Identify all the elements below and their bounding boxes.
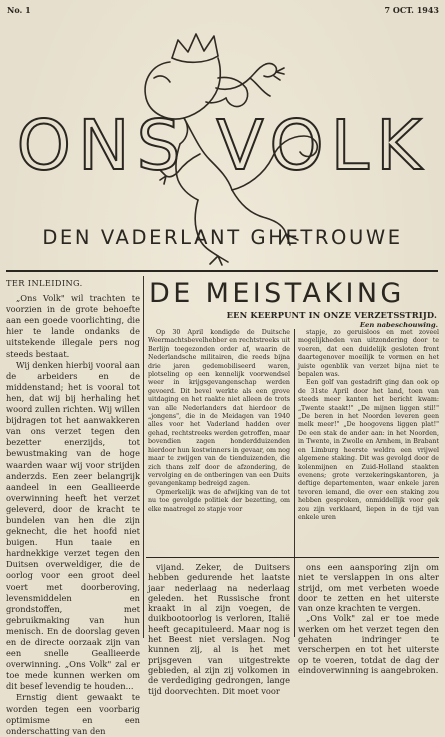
- intro-paragraph: „Ons Volk" wil trachten te voorzien in de grote behoefte aan een goede voorlichting, die hier te lande ondanks de uitstekende illegale pers nog steeds bestaat.: [6, 293, 140, 359]
- article-paragraph: stapje, zo geruisloos en met zoveel mogelijkheden van uitzondering door te voeren, dat een duidelijk gesloten front daartegenover moeilijk te vormen en het juiste ogenblik van verzet bijna niet te bepalen was.: [298, 329, 439, 379]
- issue-date: 7 OCT. 1943: [384, 5, 439, 15]
- column-divider-left: [143, 276, 144, 638]
- continuation-column-a: [148, 562, 290, 696]
- article-subhead: EEN KEERPUNT IN ONZE VERZETSSTRIJD.: [226, 310, 437, 320]
- article-paragraph: Een golf van gestadrift ging dan ook op de 31ste April door het land, toen van steeds meer kanten het bericht kwam: „Twente staakt!" „De mijnen liggen stil!" „De beren in het Noorden leveren geen melk meer!" „De hoogovens liggen plat!" De een stak de ander aan: in het Noorden, in Twente, in Zwolle en Arnhem, in Brabant en Limburg heerste weldra een vrijwel algemene staking. Dit was gevolgd door de kolenmijnen en Zuid-Holland staakten evenens; grote verzekeringskantoren, ja deftige departementen, waar enkele jaren tevoren iemand, die over een staking zou hebben gesproken, onmiddellijk voor gek zou zijn verklaard, liepen in de tijd van enkele uren: [298, 379, 439, 521]
- continuation-paragraph: vijand. Zeker, de Duitsers hebben gedurende het laatste jaar nederlaag na nederlaag geleden. het Russische front kraakt in al zijn voegen, de duikbootoorlog is verloren, Italië heeft gecapituleerd. Maar nog is het Beest niet verslagen. Nog kunnen zij, al is het met prijsgeven van uitgestrekte gebieden, al zijn zij volkomen in de verdediging gedrongen, lange tijd doorvechten. Dit moet voor: [148, 562, 290, 696]
- article-paragraph: Op 30 April kondigde de Duitsche Weermachtsbevelhebber en rechtstreeks uit Berlijn toegezonden order af, waarin de Nederlandsche militairen, die reeds bijna drie jaren gedemobiliseerd waren, plotseling op een kennelijk voorwendsel weer in krijgsgevangenschap werden gevoerd. Dit bevel werkte als een grove uitdaging en het raakte niet alleen de trots van alle Nederlanders dat hierdoor de „jongens", die in de Meidagen van 1940 alles voor het Vaderland hadden over gehad, rechtstreeks werden getroffen, maar bovendien zagen honderdduizenden hierdoor hun kostwinners in gevaar, om nog maar te zwijgen van de tienduizenden, die zich thans zelf door de afzondering, de vervolging en de ontberingen van een Duits gevangenkamp bedreigd zagen.: [148, 329, 290, 488]
- article-column-a: [148, 329, 290, 555]
- column-divider-mid: [294, 329, 295, 637]
- intro-paragraph: Wij denken hierbij vooral aan de arbeiders en de middenstand; het is vooral tot hen, dat wij bij herhaling het woord zullen richten. Wij willen bijdragen tot het aanwakkeren van ons verzet tegen den bezetter enerzijds, tot bewustmaking van de hoge waarden waar wij voor strijden anderzds. Een zeer belangrijk aandeel in een Geallieerde overwinning heeft het verzet geleverd, door de kracht te bundelen van hen die zijn geknecht, die het hoofd niet buigen. Hun taaie en hardnekkige verzet tegen den Duitsen overweldiger, die de oorlog voor een groot deel voert met doorberoving, levensmiddelen en grondstoffen, met gebruikmaking van hun menisch. En de doorslag geven en de directe oorzaak zijn van een snelle Geallieerde overwinning. „Ons Volk" zal er toe mede kunnen werken om dit besef levendig te houden...: [6, 359, 140, 692]
- intro-column: [6, 278, 140, 736]
- intro-paragraph: Ernstig dient gewaakt te worden tegen een voorbarig optimisme en een onderschatting van den: [6, 692, 140, 736]
- article-paragraph: Opmerkelijk was de afwijking van de tot nu toe gevolgde politiek der bezetting, om elke maatregel zo stapje voor: [148, 488, 290, 513]
- continuation-column-b: [298, 562, 439, 675]
- continuation-paragraph: „Ons Volk" zal er toe mede werken om het verzet tegen den gehaten indringer te verscherpen en tot het uiterste op te voeren, totdat de dag der eindoverwinning is aangebroken.: [298, 613, 439, 675]
- masthead-rule: [6, 270, 438, 272]
- issue-number: No. 1: [7, 5, 31, 15]
- masthead-title: ONS VOLK: [16, 106, 429, 186]
- section-rule: [146, 557, 439, 558]
- intro-heading: TER INLEIDING.: [6, 278, 83, 288]
- continuation-paragraph: ons een aansporing zijn om niet te verslappen in ons alter strijd, om met verbeten woede door te zetten en het uiterste van onze krachten te vergen.: [298, 562, 439, 614]
- article-column-b: [298, 329, 439, 555]
- article-headline: DE MEISTAKING: [149, 278, 405, 309]
- masthead-motto: DEN VADERLANT GHETROUWE: [42, 226, 403, 249]
- article-byline: Een nabeschouwing.: [359, 321, 438, 329]
